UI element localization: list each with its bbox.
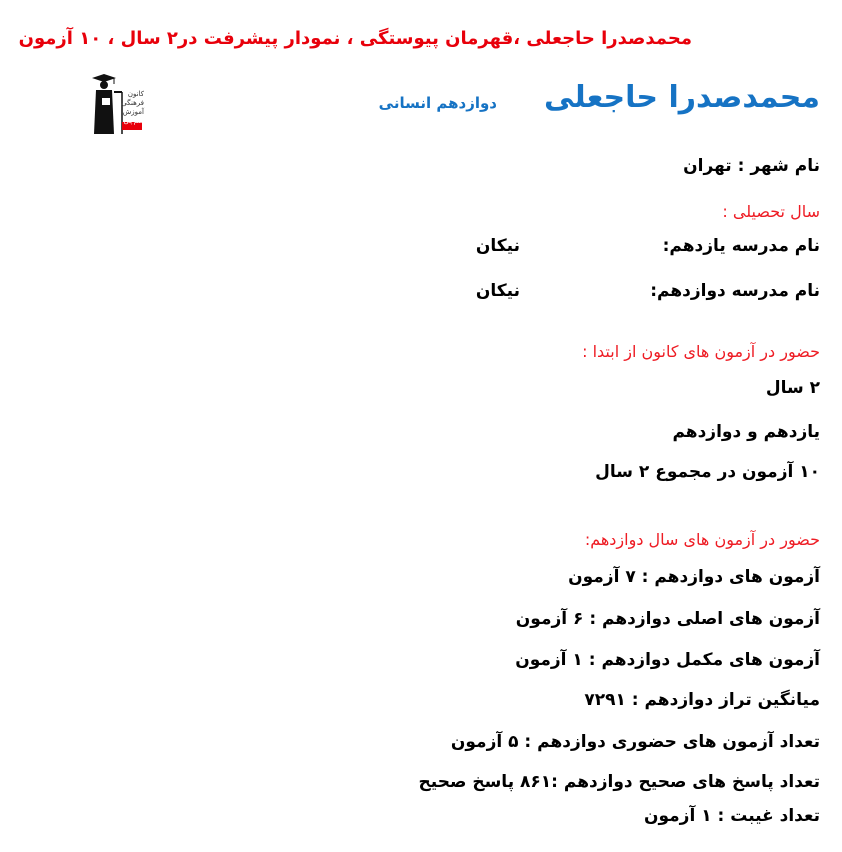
attendance-start-title: حضور در آزمون های کانون از ابتدا : [582,342,820,361]
city-line: نام شهر : تهران [683,156,820,176]
attendance-12-line-5: تعداد آزمون های حضوری دوازدهم : ۵ آزمون [450,732,820,752]
page-headline: محمدصدرا حاجعلی ،قهرمان پیوستگی ، نمودار پیشرفت در۲ سال ، ۱۰ آزمون [18,28,692,49]
school-12-label: نام مدرسه دوازدهم: [650,281,820,301]
attendance-12-line-1: آزمون های دوازدهم : ۷ آزمون [568,567,820,587]
student-grade: دوازدهم انسانی [378,94,497,112]
school-12-value: نیکان [475,281,520,301]
logo-line-2: فرهنگی [121,99,144,107]
attendance-12-line-7: تعداد غیبت : ۱ آزمون [643,806,820,826]
academic-year-title: سال تحصیلی : [722,202,820,221]
logo-line-3: آموزش [122,108,144,116]
student-name: محمدصدرا حاجعلی [544,80,820,115]
attendance-12-line-6: تعداد پاسخ های صحیح دوازدهم :۸۶۱ پاسخ صحیح [418,772,820,792]
attendance-start-line-2: یازدهم و دوازدهم [672,422,820,442]
attendance-12-line-2: آزمون های اصلی دوازدهم : ۶ آزمون [515,609,820,629]
attendance-start-line-1: ۲ سال [765,378,820,398]
attendance-12-title: حضور در آزمون های سال دوازدهم: [584,530,820,549]
logo-line-4: قلم‌چی [123,117,144,125]
school-11-value: نیکان [475,236,520,256]
attendance-start-line-3: ۱۰ آزمون در مجموع ۲ سال [595,462,820,482]
logo-line-1: کانون [127,90,144,98]
attendance-12-line-3: آزمون های مکمل دوازدهم : ۱ آزمون [515,650,820,670]
attendance-12-line-4: میانگین تراز دوازدهم : ۷۲۹۱ [584,690,820,710]
kanoon-logo [88,72,144,142]
logo-text [121,90,144,126]
school-11-label: نام مدرسه یازدهم: [662,236,820,256]
